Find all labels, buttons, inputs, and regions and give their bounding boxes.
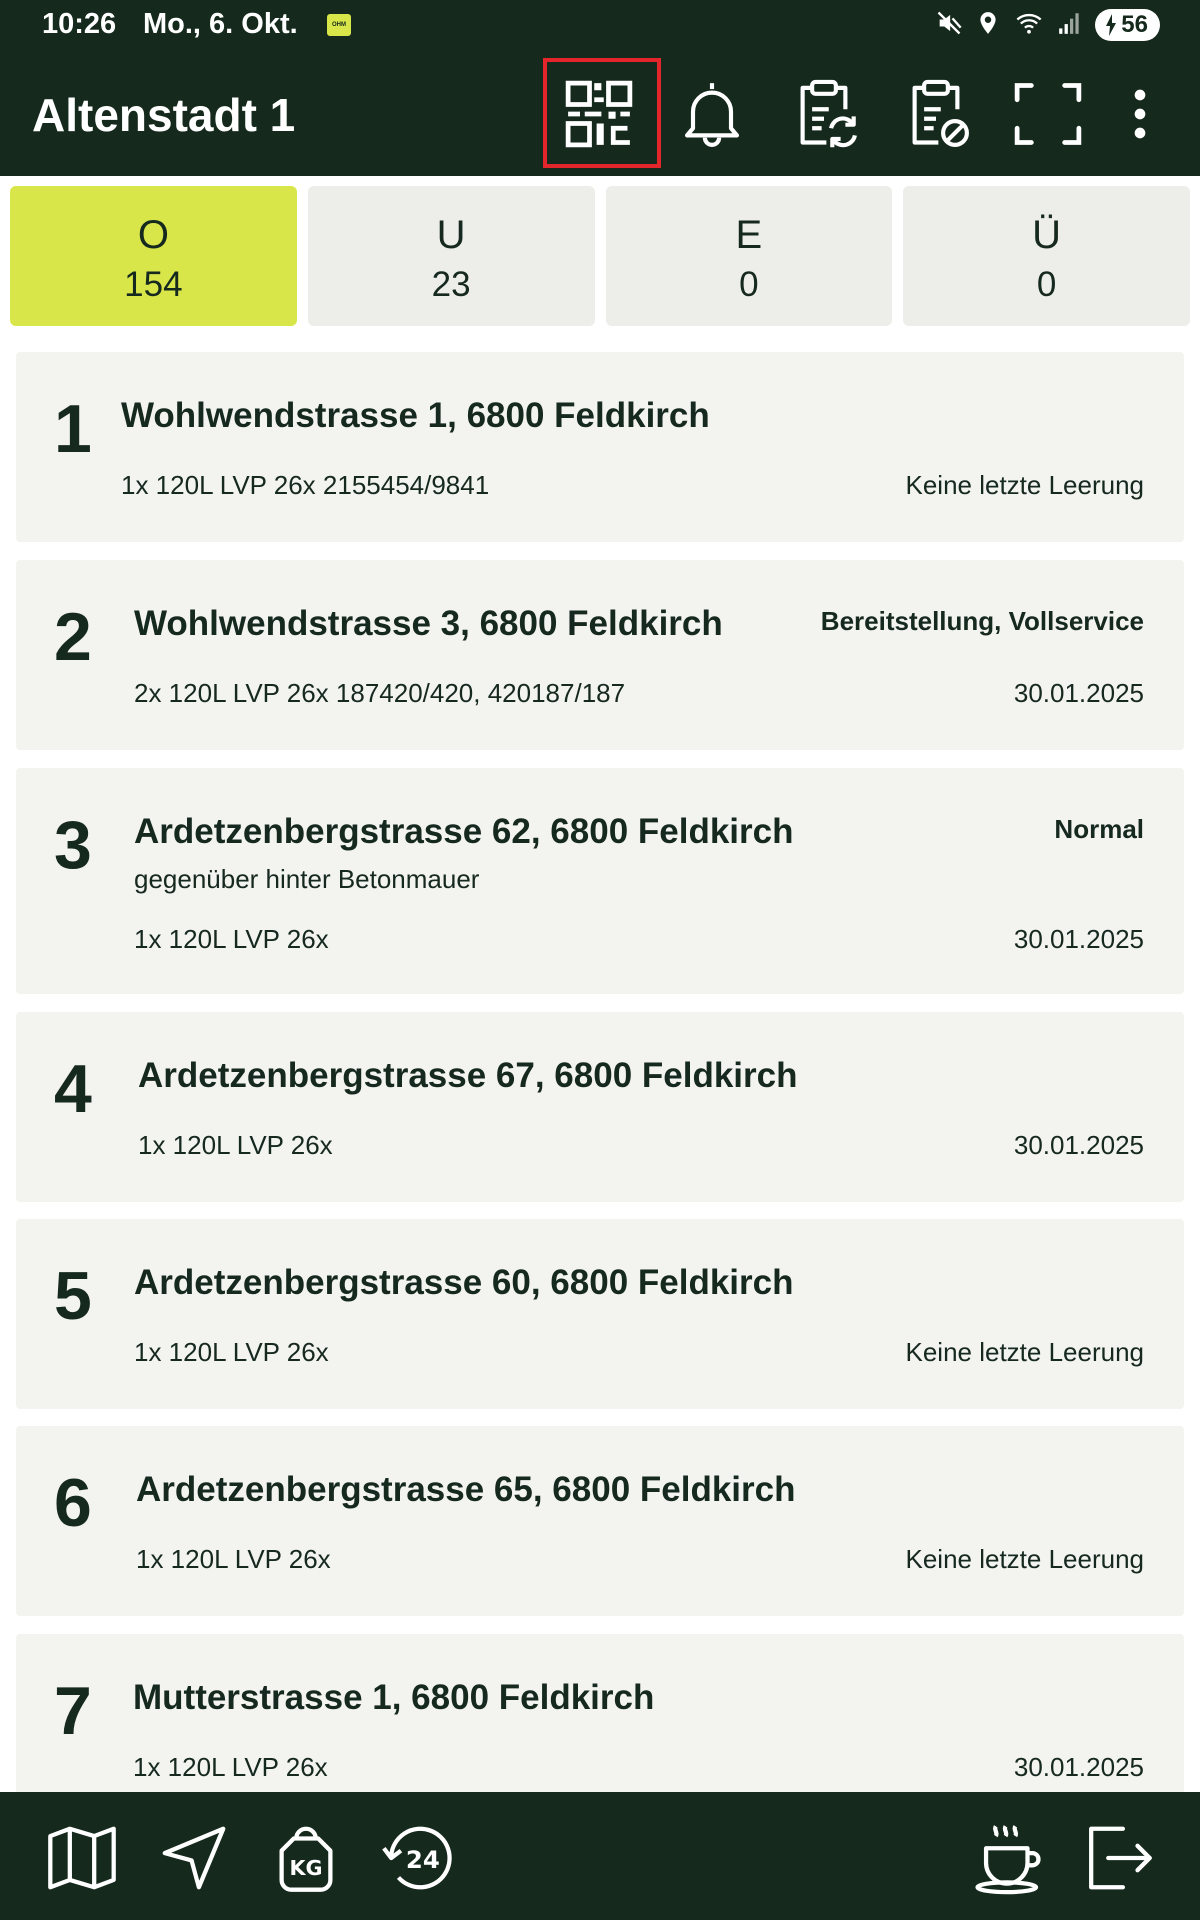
stop-number: 4 (54, 1051, 92, 1127)
svg-text:24: 24 (405, 1844, 440, 1874)
stop-number: 7 (54, 1673, 92, 1749)
tab-count: 23 (431, 265, 471, 304)
tab-u[interactable] (308, 186, 595, 326)
stop-number: 5 (54, 1258, 92, 1334)
stop-bins: 1x 120L LVP 26x (134, 924, 329, 954)
stop-note: gegenüber hinter Betonmauer (134, 864, 480, 894)
clipboard-sync-icon (786, 76, 862, 152)
stop-number: 1 (54, 391, 92, 467)
more-vert-icon (1102, 76, 1178, 152)
tab-letter: Ü (1032, 213, 1062, 257)
stop-service-type: Normal (1054, 814, 1144, 844)
stop-bins: 2x 120L LVP 26x 187420/420, 420187/187 (134, 678, 626, 708)
page-title: Altenstadt 1 (32, 89, 296, 141)
stop-number: 2 (54, 599, 92, 675)
stop-card[interactable] (16, 1012, 1184, 1202)
bell-icon (674, 76, 750, 152)
status-bar (0, 0, 1200, 50)
status-icons (935, 8, 1160, 42)
stop-address: Ardetzenbergstrasse 65, 6800 Feldkirch (136, 1470, 796, 1509)
wifi-icon (1013, 9, 1045, 42)
qr-button-highlight (543, 58, 661, 168)
overflow-menu-button[interactable] (1084, 58, 1196, 170)
block-tasks-button[interactable] (880, 58, 992, 170)
sync-tasks-button[interactable] (768, 58, 880, 170)
signal-icon (1057, 10, 1083, 41)
stop-bins: 1x 120L LVP 26x (133, 1752, 328, 1782)
coffee-break-icon (969, 1819, 1047, 1897)
navigation-icon (155, 1819, 233, 1897)
svg-text:KG: KG (289, 1856, 323, 1881)
logout-icon (1079, 1819, 1157, 1897)
fullscreen-icon (1010, 76, 1086, 152)
stop-service-type: Bereitstellung, Vollservice (820, 606, 1144, 636)
stop-number: 6 (54, 1465, 92, 1541)
stop-last-emptying: 30.01.2025 (1013, 678, 1144, 708)
clipboard-blocked-icon (898, 76, 974, 152)
tab-open[interactable] (10, 186, 297, 326)
stop-address: Mutterstrasse 1, 6800 Feldkirch (133, 1678, 655, 1717)
tab-letter: U (436, 213, 466, 257)
stop-last-emptying: Keine letzte Leerung (905, 1544, 1144, 1574)
break-button[interactable] (960, 1810, 1056, 1906)
battery-level: 56 (1121, 11, 1148, 38)
map-icon (43, 1819, 121, 1897)
tab-ue[interactable] (903, 186, 1190, 326)
stop-card[interactable] (16, 1219, 1184, 1409)
map-button[interactable] (34, 1810, 130, 1906)
stop-last-emptying: 30.01.2025 (1013, 924, 1144, 954)
stop-card[interactable] (16, 768, 1184, 994)
24h-button[interactable] (370, 1810, 466, 1906)
stop-address: Wohlwendstrasse 3, 6800 Feldkirch (134, 604, 723, 643)
notification-app-icon: OHM (327, 14, 351, 36)
stop-bins: 1x 120L LVP 26x (136, 1544, 331, 1574)
stop-address: Wohlwendstrasse 1, 6800 Feldkirch (121, 396, 710, 435)
tab-letter: O (137, 213, 169, 257)
tab-count: 154 (124, 265, 183, 304)
status-tabs (10, 186, 1190, 326)
tab-e[interactable] (606, 186, 893, 326)
tab-count: 0 (739, 265, 759, 304)
stop-card[interactable] (16, 1634, 1184, 1794)
logout-button[interactable] (1070, 1810, 1166, 1906)
stop-last-emptying: Keine letzte Leerung (905, 470, 1144, 500)
weight-kg-icon (267, 1819, 345, 1897)
battery-charging-icon (1103, 14, 1119, 36)
stop-bins: 1x 120L LVP 26x (134, 1337, 329, 1367)
tab-letter: E (735, 213, 763, 257)
battery-indicator (1095, 9, 1160, 41)
stop-card[interactable] (16, 560, 1184, 750)
notifications-button[interactable] (656, 58, 768, 170)
stop-card[interactable] (16, 1426, 1184, 1616)
weight-button[interactable] (258, 1810, 354, 1906)
navigation-button[interactable] (146, 1810, 242, 1906)
stop-bins: 1x 120L LVP 26x 2155454/9841 (121, 470, 490, 500)
mute-icon (935, 9, 963, 42)
stop-last-emptying: 30.01.2025 (1013, 1130, 1144, 1160)
location-icon (975, 9, 1001, 42)
stop-bins: 1x 120L LVP 26x (138, 1130, 333, 1160)
stop-number: 3 (54, 807, 92, 883)
bottom-bar (0, 1792, 1200, 1920)
status-time: 10:26 (42, 8, 117, 40)
status-date: Mo., 6. Okt. (143, 8, 298, 40)
tab-count: 0 (1036, 265, 1057, 304)
stop-address: Ardetzenbergstrasse 60, 6800 Feldkirch (134, 1263, 794, 1302)
24h-icon (379, 1819, 457, 1897)
stop-address: Ardetzenbergstrasse 67, 6800 Feldkirch (138, 1056, 798, 1095)
stop-address: Ardetzenbergstrasse 62, 6800 Feldkirch (134, 812, 794, 851)
stop-last-emptying: Keine letzte Leerung (905, 1337, 1144, 1367)
stop-card[interactable] (16, 352, 1184, 542)
stop-last-emptying: 30.01.2025 (1013, 1752, 1144, 1782)
